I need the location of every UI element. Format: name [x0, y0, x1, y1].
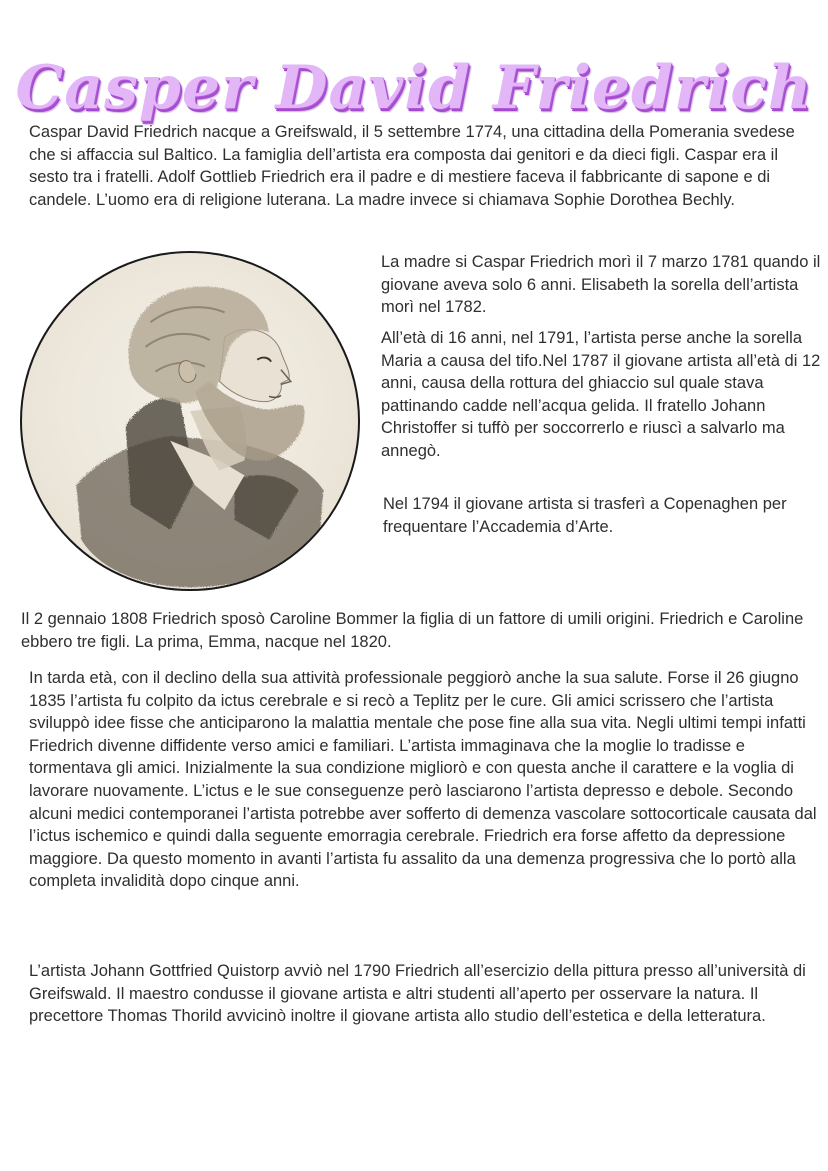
- late-life-paragraph: In tarda età, con il declino della sua attività professionale peggiorò anche la sua salute. Forse il 26 giugno 1835 l’artista fu colpito da ictus cerebrale e si recò a Teplitz per le cure. Gli amici scrissero che l’artista sviluppò idee fisse che anticiparono la malattia mentale che pose fine alla sua vita. Negli ultimi tempi infatti Friedrich divenne diffidente verso amici e familiari. L’artista immaginava che la moglie lo tradisse e tormentava gli amici. Inizialmente la sua condizione migliorò e con questa anche il carattere e la voglia di lavorare nuovamente. L’ictus e le sue conseguenze però lasciarono l’artista depresso e debole. Secondo alcuni medici contemporanei l’artista potrebbe aver sofferto di demenza vascolare sottocorticale causata dal l’ictus ischemico e quindi dalla seguente emorragia cerebrale. Friedrich era forse affetto da depressione maggiore. Da questo momento in avanti l’artista fu assalito da una demenza progressiva che lo portò alla completa invalidità dopo cinque anni.: [29, 669, 817, 891]
- portrait-sketch-icon: [22, 253, 358, 589]
- sister-brother-paragraph: All’età di 16 anni, nel 1791, l’artista perse anche la sorella Maria a causa del tifo.Nel 1787 il giovane artista all’età di 12 anni, causa della rottura del ghiaccio sul quale stava pattinando cadde nell’acqua gelida. Il fratello Johann Christoffer si tuffò per soccorrerlo e riuscì a salvarlo ma annegò.: [381, 329, 821, 460]
- portrait-image: [20, 251, 360, 591]
- mother-death-paragraph: La madre si Caspar Friedrich morì il 7 marzo 1781 quando il giovane aveva solo 6 anni. Elisabeth la sorella dell’artista morì nel 1782.: [381, 253, 821, 317]
- marriage-paragraph: Il 2 gennaio 1808 Friedrich sposò Caroline Bommer la figlia di un fattore di umili origini. Friedrich e Caroline ebbero tre figli. La prima, Emma, nacque nel 1820.: [21, 610, 804, 651]
- intro-paragraph: Caspar David Friedrich nacque a Greifswald, il 5 settembre 1774, una cittadina della Pomerania svedese che si affaccia sul Baltico. La famiglia dell’artista era composta dai genitori e da dieci figli. Caspar era il sesto tra i fratelli. Adolf Gottlieb Friedrich era il padre e di mestiere faceva il fabbricante di sapone e di candele. L’uomo era di religione luterana. La madre invece si chiamava Sophie Dorothea Bechly.: [29, 123, 795, 209]
- page-title: Casper David Friedrich: [15, 53, 813, 124]
- copenhagen-paragraph: Nel 1794 il giovane artista si trasferì a Copenaghen per frequentare l’Accademia d’Arte.: [383, 495, 787, 536]
- study-paragraph: L’artista Johann Gottfried Quistorp avviò nel 1790 Friedrich all’esercizio della pittura presso all’università di Greifswald. Il maestro condusse il giovane artista e altri studenti all’aperto per osservare la natura. Il precettore Thomas Thorild avvicinò inoltre il giovane artista allo studio dell’estetica e della letteratura.: [29, 962, 806, 1026]
